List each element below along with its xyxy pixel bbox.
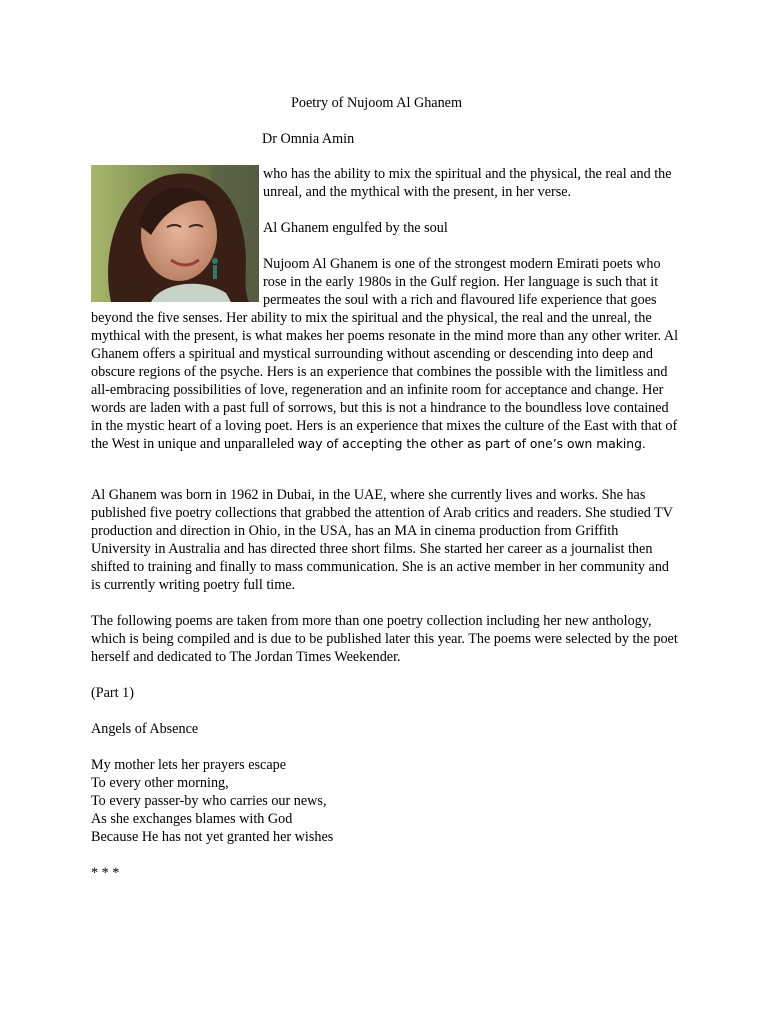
- paragraph-1-tail: way of accepting the other as part of one’s own making.: [297, 437, 646, 451]
- section-subheading: Al Ghanem engulfed by the soul: [263, 220, 448, 236]
- article-body: [91, 165, 681, 471]
- photo-spacer: [91, 165, 263, 303]
- intro-paragraph: who has the ability to mix the spiritual and the physical, the real and the unreal, and the mythical with the present, in her verse.: [263, 166, 672, 200]
- poem-line: My mother lets her prayers escape: [91, 757, 287, 773]
- poem-line: Because He has not yet granted her wishes: [91, 829, 334, 845]
- paragraph-2: Al Ghanem was born in 1962 in Dubai, in the UAE, where she currently lives and works. She has published five poetry collections that grabbed the attention of Arab critics and readers. She studied TV production and direction in Ohio, in the USA, has an MA in cinema production from Griffith University in Australia and has directed three short films. She started her career as a journalist then shifted to training and finally to mass communication. She is an active member in her community and is currently writing poetry full time.: [91, 487, 673, 593]
- document-title: Poetry of Nujoom Al Ghanem: [291, 95, 463, 111]
- article-continuation: [91, 486, 681, 900]
- author-name: Dr Omnia Amin: [262, 131, 355, 147]
- poem-line: To every other morning,: [91, 775, 229, 791]
- poem-stanza: [91, 756, 681, 846]
- poem-line: To every passer-by who carries our news,: [91, 793, 327, 809]
- paragraph-3: The following poems are taken from more than one poetry collection including her new anthology, which is being compiled and is due to be published later this year. The poems were selected by the poet herself and dedicated to The Jordan Times Weekender.: [91, 613, 678, 665]
- poem-title: Angels of Absence: [91, 721, 199, 737]
- section-separator: * * *: [91, 865, 120, 881]
- part-label: (Part 1): [91, 685, 134, 701]
- paragraph-1-main: Nujoom Al Ghanem is one of the strongest modern Emirati poets who rose in the early 1980s in the Gulf region. Her language is such that it permeates the soul with a rich and flavoured life experience that goes beyond the five senses. Her ability to mix the spiritual and the physical, the real and the unreal, the mythical with the present, is what makes her poems resonate in the mind more than any other writer. Al Ghanem offers a spiritual and mystical surrounding without ascending or descending into deep and obscure regions of the psyche. Hers is an experience that combines the possible with the limitless and all-embracing possibilities of love, regeneration and an infinite room for acceptance and change. Her words are laden with a past full of sorrows, but this is not a hindrance to the boundless love contained in the mystic heart of a loving poet. Hers is an experience that mixes the culture of the East with that of the West in unique and unparalleled: [91, 256, 679, 452]
- poem-line: As she exchanges blames with God: [91, 811, 293, 827]
